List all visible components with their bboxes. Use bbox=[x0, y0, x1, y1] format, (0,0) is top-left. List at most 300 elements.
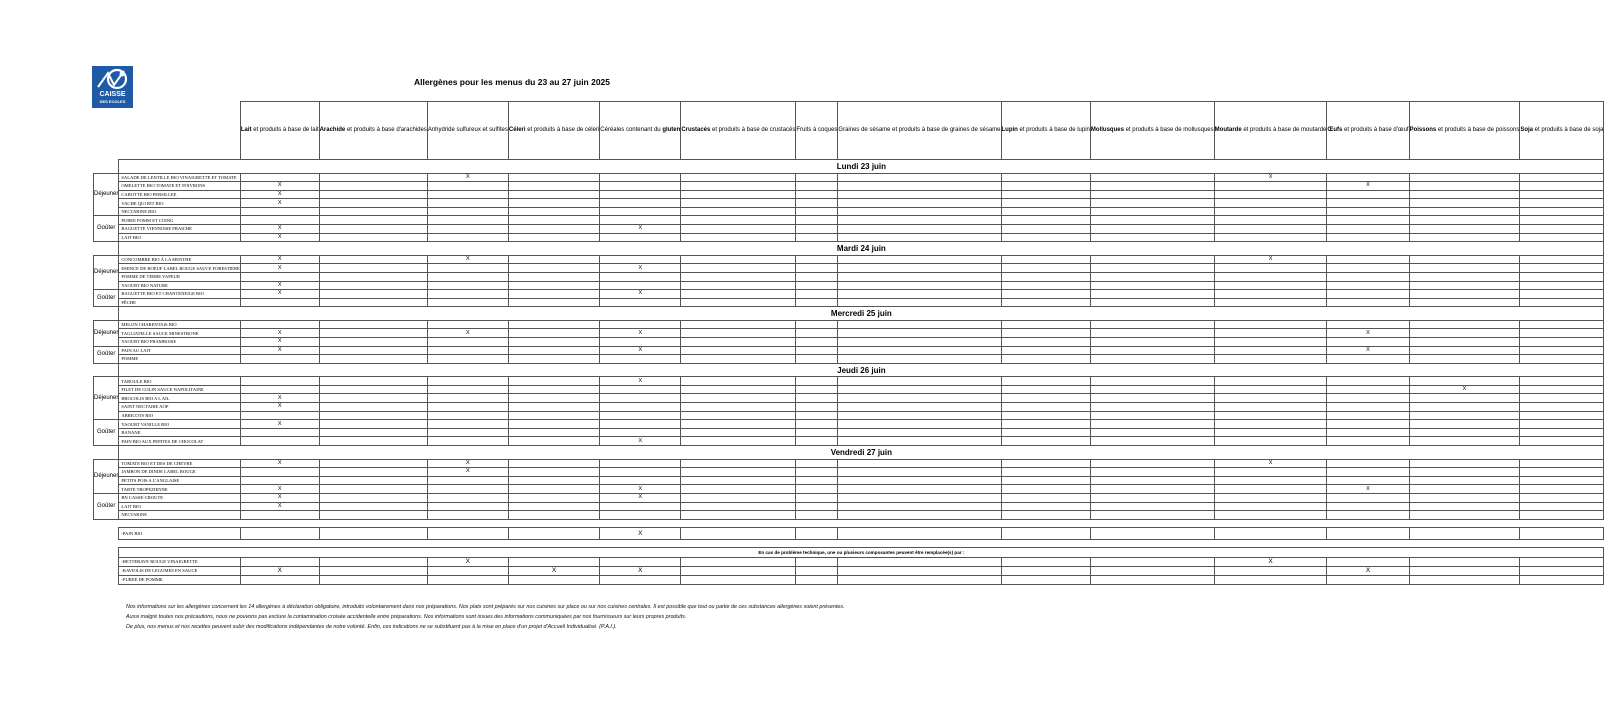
allergen-cell bbox=[1409, 182, 1520, 191]
allergen-cell bbox=[1409, 493, 1520, 502]
allergen-cell bbox=[1001, 476, 1090, 485]
allergen-header-text: Anhydride sulfureux et sulfites bbox=[427, 126, 508, 133]
allergen-cell bbox=[319, 403, 427, 412]
allergen-cell bbox=[1520, 428, 1604, 437]
allergen-cell bbox=[838, 437, 1001, 446]
menu-item-name: BN CASSE-CROUTE bbox=[119, 493, 241, 502]
allergen-cell bbox=[838, 502, 1001, 511]
allergen-cell bbox=[1520, 527, 1604, 539]
allergen-cell bbox=[681, 355, 796, 364]
allergen-cell bbox=[319, 502, 427, 511]
allergen-cell bbox=[1001, 557, 1090, 566]
menu-item-row bbox=[94, 225, 1604, 234]
allergen-cell bbox=[681, 468, 796, 477]
allergen-cell bbox=[319, 459, 427, 468]
allergen-cell bbox=[1520, 502, 1604, 511]
allergen-cell bbox=[508, 502, 599, 511]
allergen-cell bbox=[1001, 233, 1090, 242]
allergen-cell bbox=[1409, 264, 1520, 273]
allergen-cell bbox=[427, 338, 508, 347]
allergen-cell bbox=[1001, 493, 1090, 502]
allergen-cell bbox=[838, 298, 1001, 307]
allergen-cell bbox=[796, 575, 838, 584]
menu-item-row bbox=[94, 420, 1604, 429]
allergen-cell bbox=[796, 264, 838, 273]
allergen-cell bbox=[1001, 355, 1090, 364]
allergen-cell bbox=[838, 428, 1001, 437]
allergen-cell bbox=[508, 355, 599, 364]
day-header-row bbox=[94, 242, 1604, 256]
allergen-cell bbox=[838, 394, 1001, 403]
allergen-mark: X bbox=[240, 502, 319, 511]
allergen-cell bbox=[1409, 199, 1520, 208]
menu-item-row bbox=[94, 346, 1604, 355]
allergen-cell bbox=[1001, 329, 1090, 338]
day-spacer bbox=[94, 363, 119, 377]
allergen-cell bbox=[600, 173, 681, 182]
allergen-cell bbox=[1409, 394, 1520, 403]
allergen-cell bbox=[427, 575, 508, 584]
allergen-header-bold: Moutarde bbox=[1214, 126, 1242, 133]
header-spacer bbox=[94, 102, 241, 160]
allergen-cell bbox=[319, 377, 427, 386]
allergen-header bbox=[1327, 102, 1409, 160]
allergen-cell bbox=[1520, 411, 1604, 420]
menu-item-name: BAGUETTE BIO ET CHANTENEIGE BIO bbox=[119, 290, 241, 299]
allergen-cell bbox=[508, 216, 599, 225]
allergen-cell bbox=[796, 411, 838, 420]
allergen-cell bbox=[1214, 290, 1327, 299]
allergen-cell bbox=[796, 298, 838, 307]
allergen-cell bbox=[1090, 320, 1214, 329]
allergen-mark: X bbox=[240, 225, 319, 234]
menu-item-row bbox=[94, 216, 1604, 225]
allergen-cell bbox=[1327, 298, 1409, 307]
allergen-cell bbox=[1327, 403, 1409, 412]
allergen-cell bbox=[508, 182, 599, 191]
allergen-cell bbox=[240, 385, 319, 394]
allergen-cell bbox=[1520, 272, 1604, 281]
allergen-cell bbox=[1409, 329, 1520, 338]
allergen-cell bbox=[681, 459, 796, 468]
allergen-cell bbox=[1001, 281, 1090, 290]
allergen-mark: X bbox=[427, 459, 508, 468]
allergen-cell bbox=[319, 190, 427, 199]
allergen-cell bbox=[1520, 485, 1604, 494]
allergen-cell bbox=[838, 329, 1001, 338]
allergen-cell bbox=[1001, 199, 1090, 208]
allergen-header-bold: Soja bbox=[1520, 126, 1533, 133]
allergen-cell bbox=[838, 493, 1001, 502]
menu-item-row bbox=[94, 566, 1604, 575]
allergen-header bbox=[1520, 102, 1604, 160]
allergen-cell bbox=[838, 225, 1001, 234]
allergen-cell bbox=[1214, 207, 1327, 216]
allergen-cell bbox=[319, 527, 427, 539]
allergen-cell bbox=[1001, 377, 1090, 386]
allergen-mark: X bbox=[240, 281, 319, 290]
allergen-cell bbox=[1090, 485, 1214, 494]
allergen-cell bbox=[1327, 207, 1409, 216]
allergen-cell bbox=[681, 557, 796, 566]
allergen-cell bbox=[1090, 527, 1214, 539]
allergen-cell bbox=[508, 476, 599, 485]
allergen-cell bbox=[796, 527, 838, 539]
allergen-cell bbox=[1214, 385, 1327, 394]
allergen-cell bbox=[838, 233, 1001, 242]
spacer bbox=[94, 539, 1604, 547]
menu-item-name: CAROTTE BIO PERSILLEE bbox=[119, 190, 241, 199]
menu-item-row bbox=[94, 207, 1604, 216]
allergen-cell bbox=[1214, 485, 1327, 494]
allergen-cell bbox=[1327, 281, 1409, 290]
allergen-mark: X bbox=[1327, 346, 1409, 355]
allergen-cell bbox=[1001, 437, 1090, 446]
allergen-cell bbox=[508, 207, 599, 216]
allergen-cell bbox=[240, 557, 319, 566]
allergen-cell bbox=[427, 437, 508, 446]
allergen-cell bbox=[1409, 290, 1520, 299]
menu-item-row bbox=[94, 485, 1604, 494]
allergen-cell bbox=[681, 225, 796, 234]
allergen-cell bbox=[1001, 575, 1090, 584]
allergen-cell bbox=[1409, 566, 1520, 575]
allergen-cell bbox=[1409, 173, 1520, 182]
allergen-mark: X bbox=[600, 290, 681, 299]
allergen-cell bbox=[796, 394, 838, 403]
allergen-cell bbox=[1090, 459, 1214, 468]
menu-item-name: TAGLIATELLE SAUCE MINESTRONE bbox=[119, 329, 241, 338]
allergen-cell bbox=[838, 557, 1001, 566]
allergen-cell bbox=[600, 190, 681, 199]
allergen-cell bbox=[319, 511, 427, 520]
menu-item-name: POMME bbox=[119, 355, 241, 364]
allergen-cell bbox=[1520, 320, 1604, 329]
allergen-cell bbox=[1214, 233, 1327, 242]
allergen-cell bbox=[1409, 338, 1520, 347]
allergen-cell bbox=[427, 485, 508, 494]
allergen-cell bbox=[1520, 290, 1604, 299]
allergen-cell bbox=[681, 281, 796, 290]
menu-item-row bbox=[94, 476, 1604, 485]
menu-item-name: PÊCHE bbox=[119, 298, 241, 307]
allergen-cell bbox=[319, 566, 427, 575]
allergen-cell bbox=[1214, 575, 1327, 584]
meal-cell-empty bbox=[94, 575, 119, 584]
menu-item-name: -PAIN BIO bbox=[119, 527, 241, 539]
allergen-cell bbox=[508, 459, 599, 468]
allergen-cell bbox=[1520, 557, 1604, 566]
allergen-cell bbox=[508, 255, 599, 264]
menu-item-name: EMINCE DE BOEUF LABEL ROUGE SAUCE FORESTIERE bbox=[119, 264, 241, 273]
allergen-cell bbox=[1001, 182, 1090, 191]
allergen-cell bbox=[681, 298, 796, 307]
allergen-header bbox=[1214, 102, 1327, 160]
allergen-cell bbox=[1090, 385, 1214, 394]
allergen-header-text: et produits à base de mollusques bbox=[1123, 126, 1214, 133]
allergen-cell bbox=[1327, 459, 1409, 468]
logo-subtext: DES ECOLES bbox=[99, 99, 126, 104]
allergen-header-bold: Céleri bbox=[508, 126, 526, 133]
allergen-cell bbox=[1409, 485, 1520, 494]
allergen-cell bbox=[1090, 428, 1214, 437]
allergen-cell bbox=[508, 420, 599, 429]
menu-item-row bbox=[94, 298, 1604, 307]
menu-item-name: BROCOLIS BIO A L AIL bbox=[119, 394, 241, 403]
allergen-cell bbox=[1327, 233, 1409, 242]
menu-item-row bbox=[94, 272, 1604, 281]
day-title: Lundi 23 juin bbox=[119, 160, 1604, 174]
allergen-cell bbox=[1001, 338, 1090, 347]
allergen-cell bbox=[1214, 437, 1327, 446]
allergen-cell bbox=[1520, 225, 1604, 234]
allergen-mark: X bbox=[240, 420, 319, 429]
allergen-cell bbox=[1327, 272, 1409, 281]
allergen-mark: X bbox=[240, 182, 319, 191]
allergen-cell bbox=[681, 385, 796, 394]
allergen-cell bbox=[508, 199, 599, 208]
allergen-cell bbox=[1327, 290, 1409, 299]
allergen-cell bbox=[600, 459, 681, 468]
allergen-cell bbox=[1520, 281, 1604, 290]
allergen-cell bbox=[1090, 190, 1214, 199]
allergen-cell bbox=[1409, 557, 1520, 566]
allergen-cell bbox=[1520, 511, 1604, 520]
allergen-cell bbox=[1520, 493, 1604, 502]
allergen-header bbox=[1090, 102, 1214, 160]
allergen-cell bbox=[1001, 216, 1090, 225]
allergen-cell bbox=[508, 298, 599, 307]
allergen-mark: X bbox=[240, 485, 319, 494]
allergen-cell bbox=[1520, 216, 1604, 225]
allergen-cell bbox=[240, 207, 319, 216]
allergen-header bbox=[427, 102, 508, 160]
allergen-header-bold: Crustacés bbox=[681, 126, 711, 133]
meal-label: Goûter bbox=[94, 493, 119, 519]
menu-item-row bbox=[94, 403, 1604, 412]
allergen-cell bbox=[681, 527, 796, 539]
allergen-cell bbox=[796, 420, 838, 429]
allergen-cell bbox=[1214, 225, 1327, 234]
menu-item-name: -RAVIOLIS DE LEGUMES EN SAUCE bbox=[119, 566, 241, 575]
allergen-cell bbox=[1327, 437, 1409, 446]
allergen-cell bbox=[427, 346, 508, 355]
allergen-cell bbox=[1409, 411, 1520, 420]
menu-item-row bbox=[94, 329, 1604, 338]
allergen-cell bbox=[1327, 320, 1409, 329]
logo-text: CAISSE bbox=[99, 91, 126, 98]
allergen-mark: X bbox=[1327, 566, 1409, 575]
allergen-mark: X bbox=[600, 377, 681, 386]
allergen-mark: X bbox=[240, 459, 319, 468]
allergen-cell bbox=[1409, 420, 1520, 429]
allergen-cell bbox=[796, 502, 838, 511]
allergen-cell bbox=[600, 420, 681, 429]
allergen-cell bbox=[1520, 403, 1604, 412]
allergen-mark: X bbox=[1214, 173, 1327, 182]
spacer-row bbox=[94, 519, 1604, 527]
allergen-cell bbox=[427, 394, 508, 403]
allergen-header-text: et produits à base de poissons bbox=[1436, 126, 1520, 133]
allergen-cell bbox=[681, 290, 796, 299]
allergen-cell bbox=[1409, 272, 1520, 281]
menu-item-row bbox=[94, 199, 1604, 208]
menu-item-row bbox=[94, 394, 1604, 403]
allergen-mark: X bbox=[240, 190, 319, 199]
meal-label: Déjeuner bbox=[94, 377, 119, 420]
allergen-cell bbox=[838, 476, 1001, 485]
allergen-cell bbox=[600, 281, 681, 290]
allergen-cell bbox=[1327, 511, 1409, 520]
allergen-cell bbox=[319, 199, 427, 208]
allergen-cell bbox=[796, 190, 838, 199]
allergen-cell bbox=[240, 377, 319, 386]
allergen-cell bbox=[681, 199, 796, 208]
allergen-cell bbox=[1409, 281, 1520, 290]
allergen-cell bbox=[1409, 298, 1520, 307]
allergen-cell bbox=[838, 173, 1001, 182]
allergen-header-bold: Lupin bbox=[1001, 126, 1018, 133]
allergen-cell bbox=[681, 420, 796, 429]
day-spacer bbox=[94, 160, 119, 174]
menu-item-name: OMELETTE BIO TOMATE ET POIVRONS bbox=[119, 182, 241, 191]
allergen-cell bbox=[508, 385, 599, 394]
allergen-cell bbox=[319, 428, 427, 437]
allergen-cell bbox=[1520, 566, 1604, 575]
allergen-cell bbox=[1409, 346, 1520, 355]
meal-cell-empty bbox=[94, 557, 119, 566]
allergen-cell bbox=[508, 411, 599, 420]
allergen-cell bbox=[1520, 385, 1604, 394]
allergen-cell bbox=[838, 575, 1001, 584]
page-title: Allergènes pour les menus du 23 au 27 juin 2025 bbox=[413, 77, 611, 87]
allergen-header-text: Fruits à coques bbox=[796, 126, 838, 133]
allergen-cell bbox=[1214, 199, 1327, 208]
allergen-cell bbox=[1327, 468, 1409, 477]
allergen-cell bbox=[319, 355, 427, 364]
allergen-header-text: et produits à base de soja bbox=[1533, 126, 1604, 133]
allergen-cell bbox=[1520, 182, 1604, 191]
allergen-cell bbox=[838, 377, 1001, 386]
menu-item-name: YAOURT BIO NATURE bbox=[119, 281, 241, 290]
allergen-cell bbox=[1001, 264, 1090, 273]
allergen-cell bbox=[1520, 437, 1604, 446]
allergen-cell bbox=[427, 502, 508, 511]
allergen-header bbox=[1409, 102, 1520, 160]
allergen-cell bbox=[319, 216, 427, 225]
allergen-cell bbox=[681, 320, 796, 329]
menu-item-name: VACHE QUI RIT BIO bbox=[119, 199, 241, 208]
allergen-cell bbox=[319, 320, 427, 329]
allergen-cell bbox=[796, 355, 838, 364]
allergen-cell bbox=[796, 566, 838, 575]
allergen-cell bbox=[1214, 428, 1327, 437]
allergen-cell bbox=[427, 225, 508, 234]
allergen-mark: X bbox=[508, 566, 599, 575]
day-header-row bbox=[94, 307, 1604, 321]
allergen-cell bbox=[600, 255, 681, 264]
allergen-cell bbox=[1090, 557, 1214, 566]
allergen-header-text: et produits à base de moutarde bbox=[1241, 126, 1327, 133]
allergen-cell bbox=[427, 385, 508, 394]
allergen-cell bbox=[1409, 216, 1520, 225]
allergen-cell bbox=[838, 403, 1001, 412]
allergen-cell bbox=[1090, 511, 1214, 520]
allergen-cell bbox=[1520, 190, 1604, 199]
menu-item-name: TABOULE BIO bbox=[119, 377, 241, 386]
allergen-cell bbox=[681, 403, 796, 412]
allergen-cell bbox=[508, 485, 599, 494]
allergen-cell bbox=[1001, 411, 1090, 420]
menu-item-name: ABRICOTS BIO bbox=[119, 411, 241, 420]
allergen-cell bbox=[319, 173, 427, 182]
menu-item-row bbox=[94, 320, 1604, 329]
allergen-cell bbox=[600, 476, 681, 485]
allergen-cell bbox=[838, 420, 1001, 429]
allergen-cell bbox=[1409, 527, 1520, 539]
allergen-cell bbox=[1001, 566, 1090, 575]
allergen-cell bbox=[1327, 355, 1409, 364]
allergen-cell bbox=[1327, 476, 1409, 485]
allergen-cell bbox=[796, 557, 838, 566]
allergen-cell bbox=[427, 290, 508, 299]
menu-item-name: -PUREE DE POMME bbox=[119, 575, 241, 584]
allergen-cell bbox=[600, 207, 681, 216]
allergen-cell bbox=[681, 216, 796, 225]
allergen-cell bbox=[796, 290, 838, 299]
allergen-cell bbox=[1214, 566, 1327, 575]
allergen-header-bold: Lait bbox=[240, 126, 252, 133]
allergen-cell bbox=[1327, 264, 1409, 273]
allergen-cell bbox=[240, 527, 319, 539]
allergen-mark: X bbox=[240, 255, 319, 264]
allergen-cell bbox=[319, 290, 427, 299]
allergen-cell bbox=[319, 281, 427, 290]
allergen-cell bbox=[1001, 207, 1090, 216]
allergen-cell bbox=[1520, 394, 1604, 403]
allergen-cell bbox=[240, 272, 319, 281]
allergen-mark: X bbox=[600, 346, 681, 355]
allergen-cell bbox=[1001, 298, 1090, 307]
menu-item-row bbox=[94, 493, 1604, 502]
allergen-cell bbox=[508, 511, 599, 520]
allergen-mark: X bbox=[600, 566, 681, 575]
allergen-cell bbox=[796, 493, 838, 502]
menu-item-row bbox=[94, 437, 1604, 446]
allergen-cell bbox=[240, 476, 319, 485]
allergen-cell bbox=[1001, 459, 1090, 468]
allergen-cell bbox=[838, 346, 1001, 355]
allergen-cell bbox=[600, 182, 681, 191]
allergen-cell bbox=[796, 346, 838, 355]
allergen-cell bbox=[508, 394, 599, 403]
allergen-cell bbox=[600, 272, 681, 281]
allergen-cell bbox=[427, 493, 508, 502]
allergen-cell bbox=[1001, 225, 1090, 234]
allergen-cell bbox=[508, 225, 599, 234]
allergen-cell bbox=[600, 385, 681, 394]
allergen-header bbox=[681, 102, 796, 160]
allergen-cell bbox=[427, 199, 508, 208]
allergen-cell bbox=[838, 468, 1001, 477]
allergen-cell bbox=[1214, 394, 1327, 403]
allergen-cell bbox=[1090, 476, 1214, 485]
allergen-cell bbox=[838, 281, 1001, 290]
allergen-cell bbox=[1001, 485, 1090, 494]
allergen-cell bbox=[1520, 338, 1604, 347]
allergen-mark: X bbox=[240, 346, 319, 355]
allergen-cell bbox=[319, 394, 427, 403]
